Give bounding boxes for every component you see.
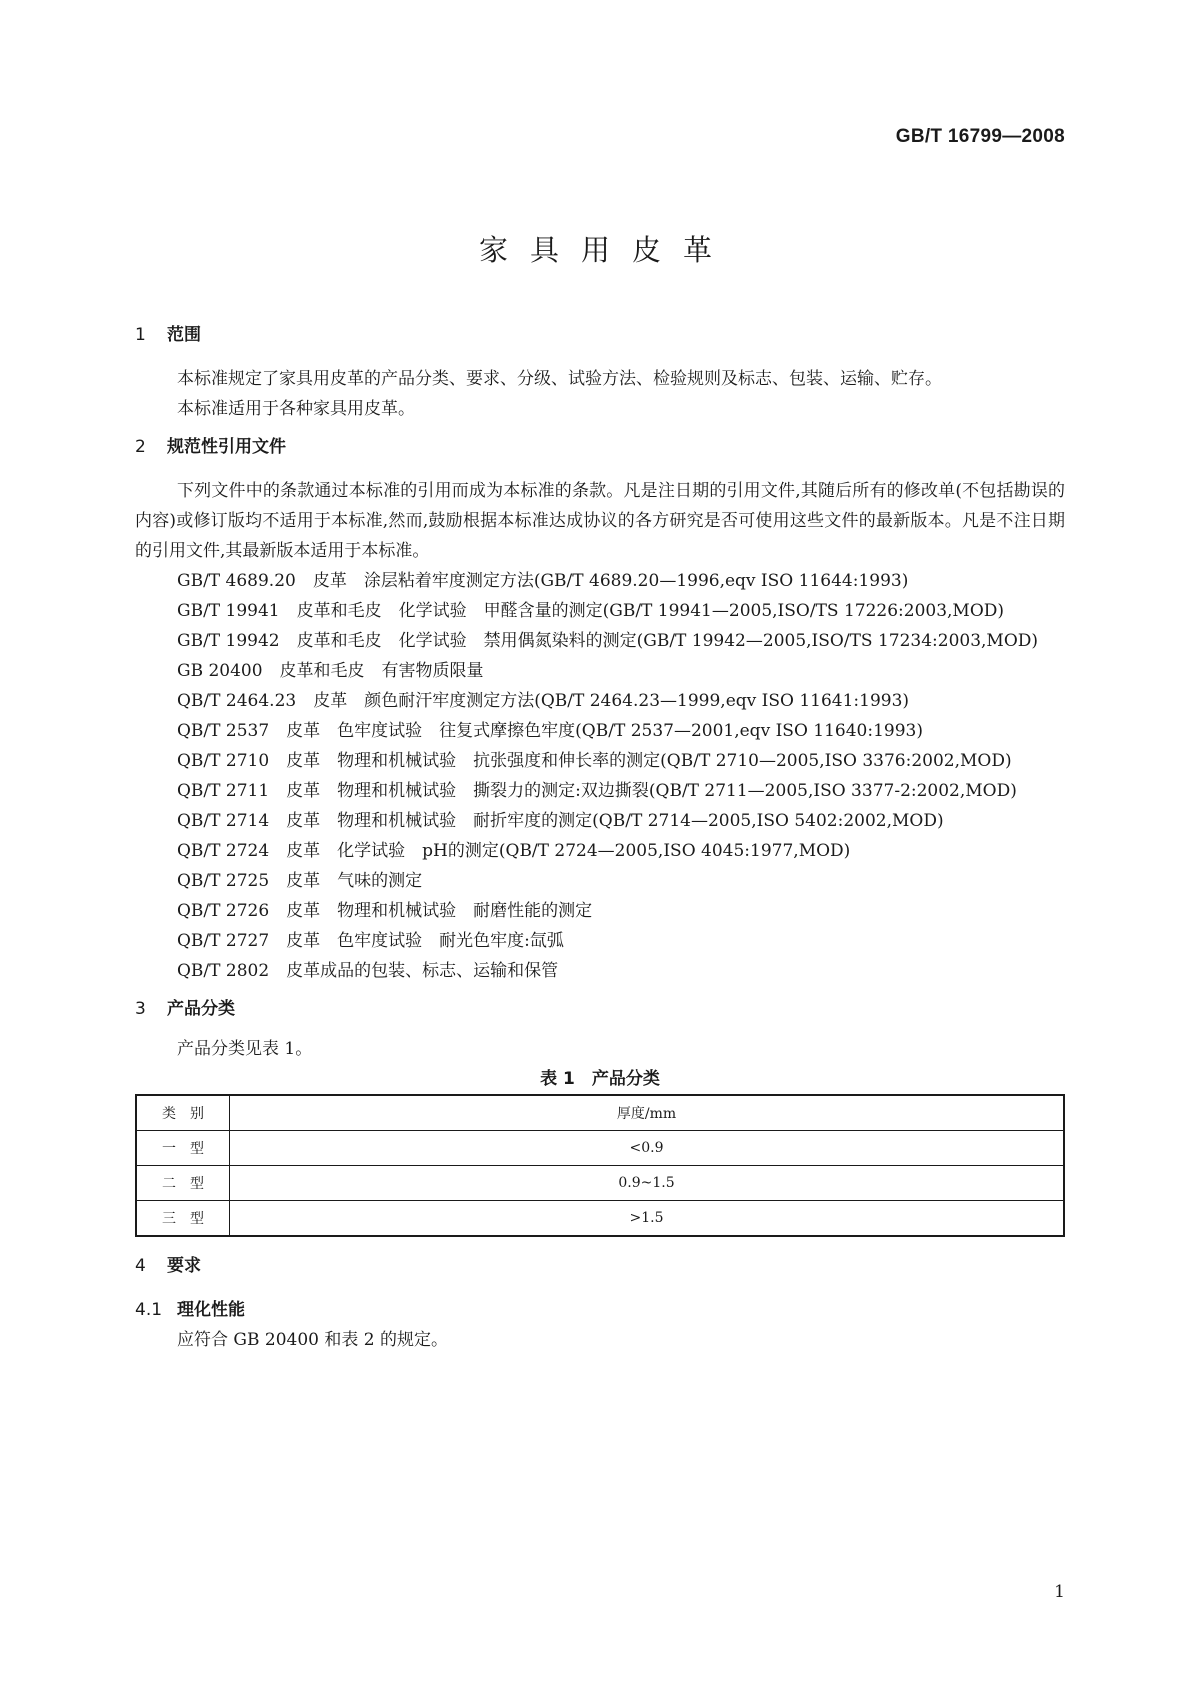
table-row bbox=[136, 1201, 1064, 1237]
reference-item: QB/T 2802 皮革成品的包装、标志、运输和保管 bbox=[177, 961, 559, 981]
reference-item: QB/T 2724 皮革 化学试验 pH的测定(QB/T 2724—2005,ISO 4045:1977,MOD) bbox=[177, 841, 851, 861]
classification-paragraph: 产品分类见表 1。 bbox=[177, 1039, 313, 1059]
reference-item: GB/T 4689.20 皮革 涂层粘着牢度测定方法(GB/T 4689.20—1996,eqv ISO 11644:1993) bbox=[177, 571, 909, 591]
section-title: 产品分类 bbox=[167, 999, 235, 1019]
section-number: 1 bbox=[135, 325, 146, 345]
scope-paragraph-2: 本标准适用于各种家具用皮革。 bbox=[177, 399, 415, 419]
section-heading-3 bbox=[135, 994, 1065, 1024]
subsection-heading-4-1 bbox=[135, 1295, 1065, 1325]
table-cell: >1.5 bbox=[230, 1201, 1065, 1237]
section-heading-4 bbox=[135, 1251, 1065, 1281]
section-number: 4.1 bbox=[135, 1300, 163, 1320]
reference-item: QB/T 2464.23 皮革 颜色耐汗牢度测定方法(QB/T 2464.23—1999,eqv ISO 11641:1993) bbox=[177, 691, 910, 711]
document-title: 家具用皮革 bbox=[478, 233, 734, 267]
table-cell: 0.9~1.5 bbox=[230, 1166, 1065, 1201]
table-cell: 一型 bbox=[136, 1131, 230, 1166]
section-title: 范围 bbox=[167, 325, 201, 345]
reference-item: GB 20400 皮革和毛皮 有害物质限量 bbox=[177, 661, 484, 681]
document-body bbox=[135, 320, 1065, 1355]
scope-paragraph-1: 本标准规定了家具用皮革的产品分类、要求、分级、试验方法、检验规则及标志、包装、运输、贮存。 bbox=[177, 369, 942, 389]
table-row bbox=[136, 1131, 1064, 1166]
section-heading-1 bbox=[135, 320, 1065, 350]
table-header-cell: 厚度/mm bbox=[230, 1095, 1065, 1131]
section-number: 3 bbox=[135, 999, 146, 1019]
reference-item: QB/T 2714 皮革 物理和机械试验 耐折牢度的测定(QB/T 2714—2005,ISO 5402:2002,MOD) bbox=[177, 811, 944, 831]
classification-table bbox=[135, 1094, 1065, 1237]
section-number: 2 bbox=[135, 437, 146, 457]
table-caption: 表 1 产品分类 bbox=[540, 1069, 660, 1089]
references-intro: 下列文件中的条款通过本标准的引用而成为本标准的条款。凡是注日期的引用文件,其随后所有的修改单(不包括勘误的内容)或修订版均不适用于本标准,然而,鼓励根据本标准达成协议的各方研究是否可使用这些文件的最新版本。凡是不注日期的引用文件,其最新版本适用于本标准。 bbox=[135, 481, 1065, 561]
table-header-row bbox=[136, 1095, 1064, 1131]
section-title: 要求 bbox=[167, 1256, 201, 1276]
reference-item: QB/T 2727 皮革 色牢度试验 耐光色牢度:氙弧 bbox=[177, 931, 564, 951]
reference-item: QB/T 2725 皮革 气味的测定 bbox=[177, 871, 423, 891]
table-cell: 二型 bbox=[136, 1166, 230, 1201]
section-title: 理化性能 bbox=[177, 1300, 245, 1320]
table-row bbox=[136, 1166, 1064, 1201]
table-header-cell: 类别 bbox=[136, 1095, 230, 1131]
reference-list bbox=[135, 566, 1065, 986]
standard-number: GB/T 16799—2008 bbox=[895, 126, 1065, 147]
reference-item: QB/T 2711 皮革 物理和机械试验 撕裂力的测定:双边撕裂(QB/T 2711—2005,ISO 3377-2:2002,MOD) bbox=[177, 781, 1017, 801]
reference-item: QB/T 2726 皮革 物理和机械试验 耐磨性能的测定 bbox=[177, 901, 593, 921]
table-cell: <0.9 bbox=[230, 1131, 1065, 1166]
reference-item: GB/T 19941 皮革和毛皮 化学试验 甲醛含量的测定(GB/T 19941—2005,ISO/TS 17226:2003,MOD) bbox=[177, 601, 1005, 621]
reference-item: QB/T 2710 皮革 物理和机械试验 抗张强度和伸长率的测定(QB/T 2710—2005,ISO 3376:2002,MOD) bbox=[177, 751, 1012, 771]
requirements-paragraph: 应符合 GB 20400 和表 2 的规定。 bbox=[177, 1330, 448, 1350]
section-heading-2 bbox=[135, 432, 1065, 462]
section-title: 规范性引用文件 bbox=[167, 437, 286, 457]
page-number: 1 bbox=[1054, 1582, 1065, 1602]
reference-item: QB/T 2537 皮革 色牢度试验 往复式摩擦色牢度(QB/T 2537—2001,eqv ISO 11640:1993) bbox=[177, 721, 923, 741]
table-cell: 三型 bbox=[136, 1201, 230, 1237]
reference-item: GB/T 19942 皮革和毛皮 化学试验 禁用偶氮染料的测定(GB/T 19942—2005,ISO/TS 17234:2003,MOD) bbox=[177, 631, 1039, 651]
section-number: 4 bbox=[135, 1256, 146, 1276]
